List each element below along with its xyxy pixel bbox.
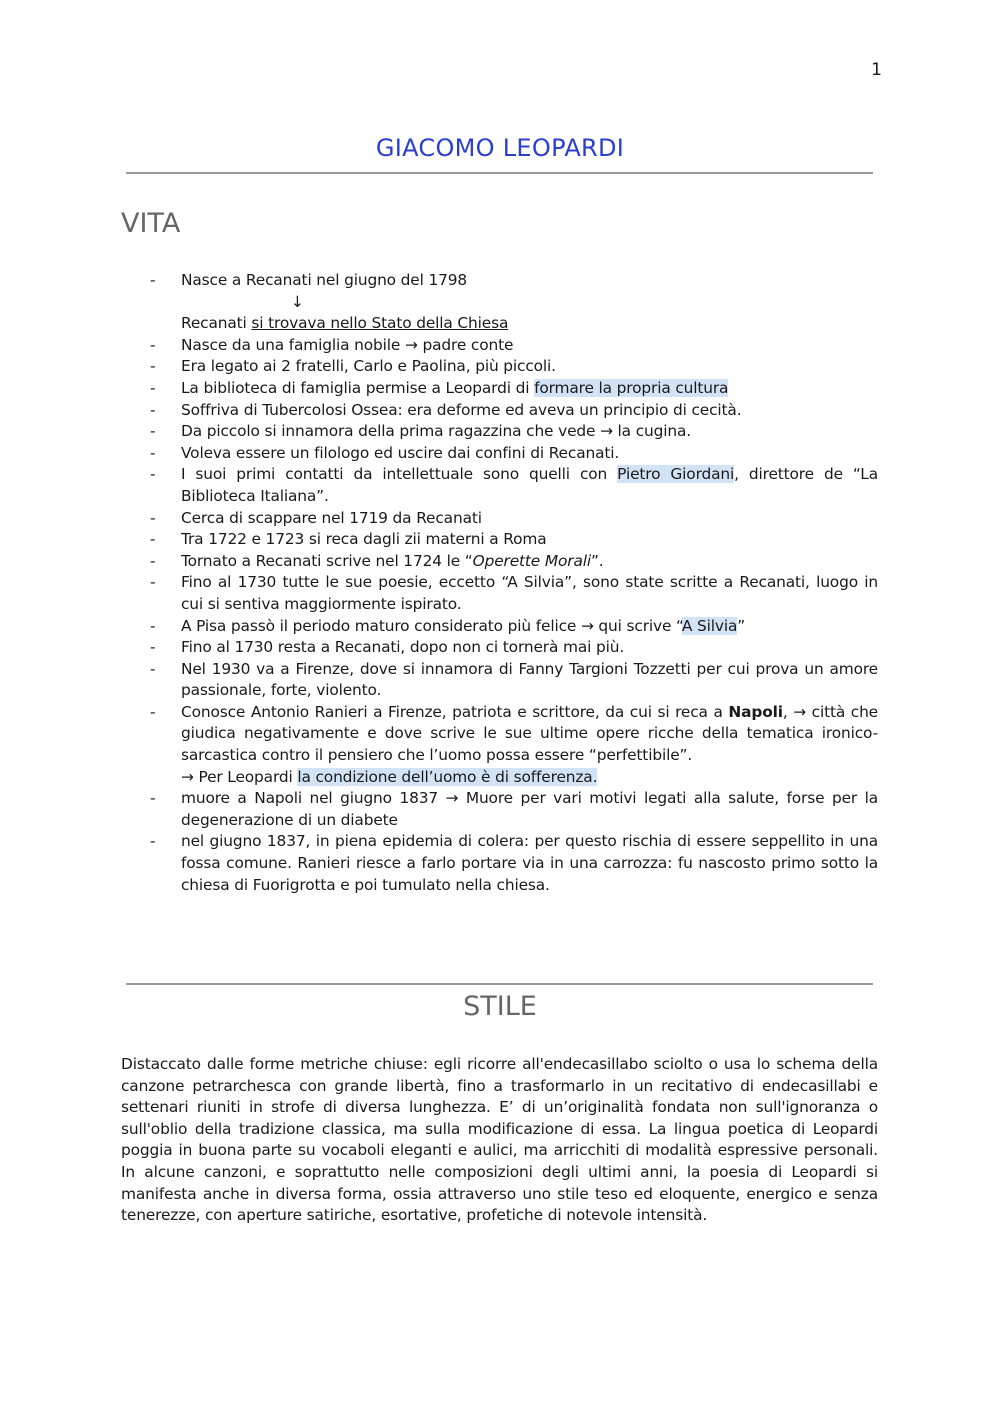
list-item: - I suoi primi contatti da intellettuale sono quelli con Pietro Giordani, direttore de “La Biblioteca Italiana”. [150,464,878,507]
list-item: - Cerca di scappare nel 1719 da Recanati [150,508,878,530]
highlighted-text: la condizione dell’uomo è di sofferenza. [297,767,598,786]
list-item: - A Pisa passò il periodo maturo considerato più felice → qui scrive “A Silvia” [150,616,878,638]
list-item: - Soffriva di Tubercolosi Ossea: era deforme ed aveva un principio di cecità. [150,400,878,422]
title-divider [126,172,873,174]
list-item: - La biblioteca di famiglia permise a Leopardi di formare la propria cultura [150,378,878,400]
list-item: Recanati si trovava nello Stato della Chiesa [181,314,509,333]
underlined-text: si trovava nello Stato della Chiesa [251,314,509,333]
list-item: - Fino al 1730 tutte le sue poesie, eccetto “A Silvia”, sono state scritte a Recanati, luogo in cui si sentiva maggiormente ispirato. [150,572,878,615]
bold-text: Napoli [728,702,783,721]
list-item: - Nasce a Recanati nel giugno del 1798 [150,270,878,292]
highlighted-text: formare la propria cultura [534,378,729,397]
list-item: - nel giugno 1837, in piena epidemia di colera: per questo rischia di essere seppellito in una fossa comune. Ranieri riesce a farlo portare via in una carrozza: fu nascosto primo sotto la chiesa di Fuorigrotta e poi tumulato nella chiesa. [150,831,878,896]
section-divider [126,983,873,985]
document-title: GIACOMO LEOPARDI [375,134,625,163]
list-item: - Nasce da una famiglia nobile → padre conte [150,335,878,357]
section-heading-vita: VITA [121,208,181,239]
list-item: - Tornato a Recanati scrive nel 1724 le “Operette Morali”. [150,551,878,573]
list-item: - Da piccolo si innamora della prima ragazzina che vede → la cugina. [150,421,878,443]
list-item: - Tra 1722 e 1723 si reca dagli zii materni a Roma [150,529,878,551]
italic-title: Operette Morali [472,551,591,570]
list-item: - muore a Napoli nel giugno 1837 → Muore per vari motivi legati alla salute, forse per la degenerazione di un diabete [150,788,878,831]
list-item: - Nel 1930 va a Firenze, dove si innamora di Fanny Targioni Tozzetti per cui prova un amore passionale, forte, violento. [150,659,878,702]
list-item: - Fino al 1730 resta a Recanati, dopo non ci tornerà mai più. [150,637,878,659]
list-item: - Era legato ai 2 fratelli, Carlo e Paolina, più piccoli. [150,356,878,378]
highlighted-text: Pietro Giordani [617,465,735,484]
stile-paragraph: Distaccato dalle forme metriche chiuse: egli ricorre all'endecasillabo sciolto o usa lo schema della canzone petrarchesca con grande libertà, fino a trasformarlo in un recitativo di endecasillabi e settenari riuniti in strofe di diversa lunghezza. E’ di un’originalità fondata non sull'ignoranza o sull'oblio della tradizione classica, ma sulla modificazione di essa. La lingua poetica di Leopardi poggia in buona parte su vocaboli eleganti e aulici, ma arricchiti di modalità espressive personali. In alcune canzoni, e soprattutto nelle composizioni degli ultimi anni, la poesia di Leopardi si manifesta anche in diversa forma, ossia attraverso uno stile teso ed eloquente, energico e senza tenerezze, con aperture satiriche, esortative, profetiche di notevole intensità. [121,1055,878,1225]
list-item: → Per Leopardi la condizione dell’uomo è di sofferenza. [181,767,598,786]
section-heading-stile: STILE [463,991,537,1022]
arrow-down-icon: ↓ [291,292,304,311]
page-number: 1 [871,60,882,80]
list-item: - Voleva essere un filologo ed uscire dai confini di Recanati. [150,443,878,465]
vita-list [150,270,878,896]
list-item: - Conosce Antonio Ranieri a Firenze, patriota e scrittore, da cui si reca a Napoli, → città che giudica negativamente e dove scrive le sue ultime opere ricche della tematica ironico-sarcastica contro il pensiero che l’uomo possa essere “perfettibile”. [150,702,878,767]
highlighted-text: A Silvia [681,616,738,635]
list-item-arrow [150,292,878,314]
